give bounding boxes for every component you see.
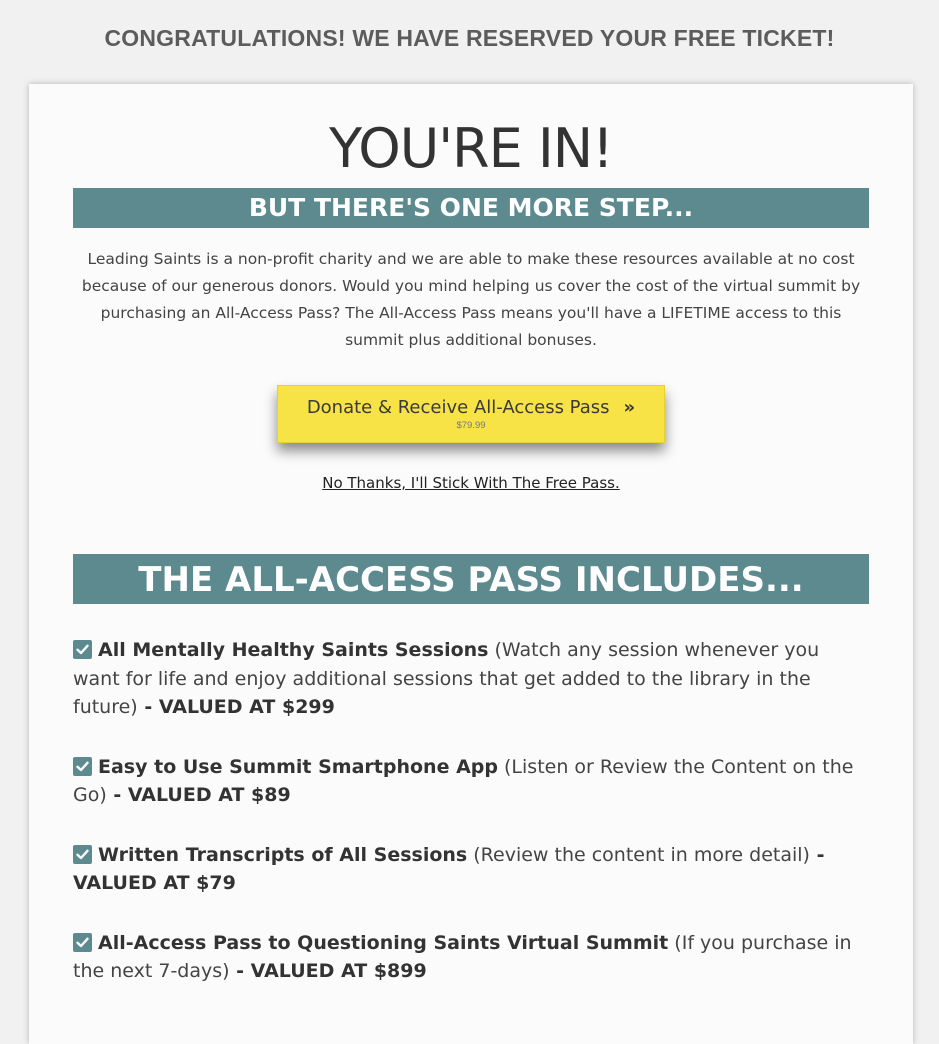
list-item: [73, 636, 869, 722]
page-title: YOU'RE IN!: [329, 117, 613, 180]
top-banner: [0, 0, 939, 76]
checkbox-checked-icon: [73, 640, 92, 659]
includes-list: [73, 636, 869, 986]
donate-button[interactable]: [277, 385, 665, 443]
cta-wrapper: [73, 385, 869, 443]
item-title: Written Transcripts of All Sessions: [98, 843, 468, 866]
item-value: - VALUED AT $89: [106, 784, 291, 806]
includes-heading-band: [73, 554, 869, 604]
decline-wrapper: [73, 473, 869, 492]
list-item: [73, 753, 869, 810]
card-content: [29, 114, 913, 986]
subheadline-band: [73, 188, 869, 228]
main-card: [29, 84, 913, 1044]
item-description: (If you purchase in the next 7-days): [73, 931, 852, 982]
item-value: - VALUED AT $899: [229, 960, 427, 982]
decline-link[interactable]: No Thanks, I'll Stick With The Free Pass.: [322, 474, 620, 492]
list-item: [73, 929, 869, 986]
donate-button-price: $79.99: [456, 420, 486, 431]
intro-paragraph: Leading Saints is a non-profit charity and we are able to make these resources available at no cost because of our generous donors. Would you mind helping us cover the cost of the virtual summit by purchasing an All-Access Pass? The All-Access Pass means you'll have a LIFETIME access to this summit plus additional bonuses.: [81, 250, 861, 349]
double-chevron-right-icon: »: [623, 397, 636, 418]
item-title: All Mentally Healthy Saints Sessions: [98, 639, 489, 661]
item-value: - VALUED AT $299: [137, 696, 335, 718]
subheadline-text: BUT THERE'S ONE MORE STEP...: [248, 193, 694, 222]
checkbox-checked-icon: [73, 757, 92, 776]
donate-button-label: Donate & Receive All-Access Pass: [306, 397, 610, 418]
item-value: - VALUED AT $79: [73, 843, 825, 894]
list-item: [73, 841, 869, 898]
banner-text: CONGRATULATIONS! WE HAVE RESERVED YOUR FREE TICKET!: [104, 24, 835, 51]
item-description: (Listen or Review the Content on the Go): [73, 755, 854, 806]
item-title: Easy to Use Summit Smartphone App: [98, 755, 498, 778]
checkbox-checked-icon: [73, 933, 92, 952]
item-description: (Watch any session whenever you want for life and enjoy additional sessions that get added to the library in the future): [73, 639, 820, 718]
item-title: All-Access Pass to Questioning Saints Virtual Summit: [98, 931, 669, 954]
checkbox-checked-icon: [73, 845, 92, 864]
item-description: (Review the content in more detail): [467, 843, 810, 866]
donate-button-main: [307, 397, 635, 418]
includes-heading: THE ALL-ACCESS PASS INCLUDES...: [138, 560, 804, 600]
